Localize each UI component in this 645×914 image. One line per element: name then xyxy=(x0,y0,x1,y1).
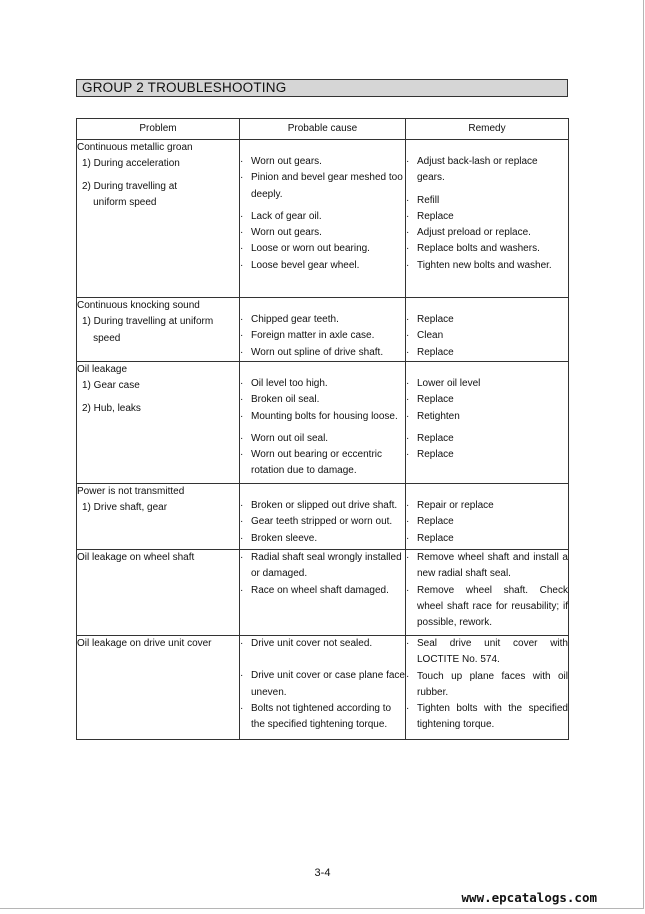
bullet: · xyxy=(406,243,410,255)
cause-text: Lack of gear oil. xyxy=(251,210,322,222)
problem-subcase: 1) During travelling at uniform speed xyxy=(82,316,214,344)
remedy-cell xyxy=(406,362,569,484)
cause-item xyxy=(240,376,405,392)
cause-item xyxy=(240,431,405,447)
bullet: · xyxy=(240,156,244,167)
problem-cell xyxy=(77,362,240,484)
problem-subcase: 2) Hub, leaks xyxy=(82,402,141,414)
table-row xyxy=(77,362,569,484)
cause-item xyxy=(240,550,405,583)
page-number: 3-4 xyxy=(314,867,331,879)
problem-subcase: 1) Drive shaft, gear xyxy=(82,502,168,514)
problem-subcase: 2) During travelling at uniform speed xyxy=(82,180,178,208)
cause-item xyxy=(240,531,405,547)
bullet: · xyxy=(240,449,244,461)
problem-title: Oil leakage on wheel shaft xyxy=(77,552,195,563)
remedy-text: Replace xyxy=(417,394,454,406)
remedy-cell xyxy=(406,484,569,550)
remedy-item xyxy=(406,258,568,274)
bullet: · xyxy=(240,702,244,714)
cause-cell xyxy=(240,140,406,298)
section-title: GROUP 2 TROUBLESHOOTING xyxy=(76,79,568,97)
remedy-text: Replace bolts and washers. xyxy=(417,243,540,255)
header-remedy: Remedy xyxy=(406,119,569,140)
bullet: · xyxy=(406,410,410,422)
remedy-text: Clean xyxy=(417,330,444,342)
remedy-item xyxy=(406,154,568,187)
cause-text: Foreign matter in axle case. xyxy=(251,330,375,342)
cause-text: Drive unit cover not sealed. xyxy=(251,638,373,649)
bullet: · xyxy=(406,259,410,271)
remedy-text: Replace xyxy=(417,516,454,528)
remedy-text: Adjust preload or replace. xyxy=(417,227,531,239)
remedy-text: Lower oil level xyxy=(417,378,481,389)
remedy-item xyxy=(406,241,568,257)
table-row xyxy=(77,298,569,362)
cause-item xyxy=(240,328,405,344)
bullet: · xyxy=(240,516,244,528)
problem-subcase: 1) Gear case xyxy=(82,380,140,392)
cause-text: Worn out bearing or eccentric rotation due to damage. xyxy=(251,449,382,477)
problem-title: Oil leakage xyxy=(77,364,128,375)
remedy-item xyxy=(406,498,568,514)
cause-text: Broken sleeve. xyxy=(251,532,318,544)
bullet: · xyxy=(240,410,244,422)
cause-cell xyxy=(240,484,406,550)
remedy-item xyxy=(406,447,568,463)
bullet: · xyxy=(406,516,410,528)
bullet: · xyxy=(406,330,410,342)
remedy-text: Replace xyxy=(417,432,454,444)
bullet: · xyxy=(240,210,244,222)
cause-item xyxy=(240,652,405,668)
bullet: · xyxy=(240,670,244,682)
remedy-item xyxy=(406,583,568,632)
remedy-text: Replace xyxy=(417,346,454,358)
bullet: · xyxy=(240,394,244,406)
bullet: · xyxy=(406,703,410,715)
bullet: · xyxy=(406,314,410,325)
cause-text: Broken or slipped out drive shaft. xyxy=(251,500,398,511)
remedy-text: Retighten xyxy=(417,410,460,422)
remedy-text: Replace xyxy=(417,314,454,325)
remedy-text: Remove wheel shaft. Check wheel shaft race for reusability; if possible, rework. xyxy=(417,584,568,629)
bullet: · xyxy=(406,378,410,389)
cause-text: Worn out gears. xyxy=(251,156,322,167)
bullet: · xyxy=(406,584,410,596)
cause-text: Mounting bolts for housing loose. xyxy=(251,410,398,422)
cause-text: Bolts not tightened according to the specified tightening torque. xyxy=(251,702,392,731)
bullet: · xyxy=(406,449,410,461)
troubleshooting-table xyxy=(76,118,569,740)
bullet: · xyxy=(406,194,410,206)
problem-cell xyxy=(77,140,240,298)
bullet: · xyxy=(240,227,244,239)
remedy-item xyxy=(406,669,568,702)
problem-title: Continuous metallic groan xyxy=(77,142,193,153)
remedy-cell xyxy=(406,298,569,362)
cause-item xyxy=(240,241,405,257)
remedy-text: Refill xyxy=(417,194,440,206)
table-row xyxy=(77,636,569,740)
remedy-cell xyxy=(406,140,569,298)
bullet: · xyxy=(406,156,410,167)
bullet: · xyxy=(406,210,410,222)
bullet: · xyxy=(240,259,244,271)
bullet: · xyxy=(406,394,410,406)
cause-text: Loose bevel gear wheel. xyxy=(251,259,360,271)
bullet: · xyxy=(240,638,244,649)
cause-item xyxy=(240,345,405,361)
cause-cell xyxy=(240,298,406,362)
bullet: · xyxy=(240,532,244,544)
cause-text: Loose or worn out bearing. xyxy=(251,243,370,255)
bullet: · xyxy=(240,172,244,184)
problem-title: Power is not transmitted xyxy=(77,486,185,497)
cause-item xyxy=(240,701,405,734)
cause-text: Worn out spline of drive shaft. xyxy=(251,346,384,358)
bullet: · xyxy=(406,532,410,544)
bullet: · xyxy=(406,500,410,511)
bullet: · xyxy=(406,638,410,649)
remedy-item xyxy=(406,193,568,209)
cause-item xyxy=(240,312,405,328)
remedy-item xyxy=(406,550,568,583)
cause-text: Broken oil seal. xyxy=(251,394,320,406)
remedy-text: Tighten new bolts and washer. xyxy=(417,259,552,271)
table-header-row xyxy=(77,119,569,140)
table-row xyxy=(77,550,569,636)
cause-text: Chipped gear teeth. xyxy=(251,314,339,325)
cause-text: Worn out gears. xyxy=(251,227,322,239)
header-problem: Problem xyxy=(77,119,240,140)
bullet: · xyxy=(240,243,244,255)
remedy-text: Adjust back-lash or replace gears. xyxy=(417,156,538,184)
remedy-text: Replace xyxy=(417,210,454,222)
bullet: · xyxy=(240,378,244,389)
bullet: · xyxy=(240,314,244,325)
bullet: · xyxy=(240,500,244,511)
cause-text: Drive unit cover or case plane face uneven. xyxy=(251,670,405,698)
cause-item xyxy=(240,209,405,225)
cause-item xyxy=(240,498,405,514)
cause-item xyxy=(240,170,405,203)
website-watermark: www.epcatalogs.com xyxy=(461,890,597,905)
remedy-item xyxy=(406,345,568,361)
remedy-item xyxy=(406,376,568,392)
problem-subcase: 1) During acceleration xyxy=(82,158,180,170)
problem-cell xyxy=(77,484,240,550)
bullet: · xyxy=(406,552,410,563)
cause-item xyxy=(240,514,405,530)
remedy-cell xyxy=(406,636,569,740)
problem-cell xyxy=(77,636,240,740)
bullet: · xyxy=(406,346,410,358)
problem-cell xyxy=(77,550,240,636)
remedy-item xyxy=(406,409,568,425)
cause-item xyxy=(240,154,405,170)
problem-title: Oil leakage on drive unit cover xyxy=(77,638,212,649)
remedy-text: Remove wheel shaft and install a new radial shaft seal. xyxy=(417,552,568,580)
bullet: · xyxy=(240,584,244,596)
remedy-text: Seal drive unit cover with LOCTITE No. 574. xyxy=(417,638,568,666)
bullet: · xyxy=(240,346,244,358)
table-row xyxy=(77,484,569,550)
remedy-item xyxy=(406,392,568,408)
header-probable-cause: Probable cause xyxy=(240,119,406,140)
bullet: · xyxy=(240,552,244,563)
remedy-item xyxy=(406,209,568,225)
bullet: · xyxy=(406,227,410,239)
cause-text: Pinion and bevel gear meshed too deeply. xyxy=(251,172,403,200)
cause-text: Worn out oil seal. xyxy=(251,432,329,444)
cause-item xyxy=(240,258,405,274)
cause-text: Race on wheel shaft damaged. xyxy=(251,584,389,596)
cause-cell xyxy=(240,362,406,484)
cause-text: Radial shaft seal wrongly installed or damaged. xyxy=(251,552,402,580)
cause-item xyxy=(240,583,405,599)
remedy-item xyxy=(406,225,568,241)
cause-cell xyxy=(240,550,406,636)
bullet: · xyxy=(240,432,244,444)
remedy-text: Tighten bolts with the specified tightening torque. xyxy=(417,703,568,731)
cause-item xyxy=(240,392,405,408)
cause-cell xyxy=(240,636,406,740)
cause-text: Gear teeth stripped or worn out. xyxy=(251,516,393,528)
problem-cell xyxy=(77,298,240,362)
cause-text: Oil level too high. xyxy=(251,378,328,389)
cause-item xyxy=(240,447,405,480)
remedy-item xyxy=(406,312,568,328)
table-row xyxy=(77,140,569,298)
remedy-item xyxy=(406,514,568,530)
remedy-text: Replace xyxy=(417,532,454,544)
problem-title: Continuous knocking sound xyxy=(77,300,200,311)
cause-item xyxy=(240,636,405,652)
cause-item xyxy=(240,409,405,425)
bullet: · xyxy=(406,432,410,444)
bullet: · xyxy=(406,670,410,682)
remedy-item xyxy=(406,701,568,734)
bullet: · xyxy=(240,330,244,342)
remedy-item xyxy=(406,636,568,669)
remedy-cell xyxy=(406,550,569,636)
cause-item xyxy=(240,668,405,701)
remedy-item xyxy=(406,431,568,447)
remedy-item xyxy=(406,328,568,344)
remedy-text: Touch up plane faces with oil rubber. xyxy=(417,670,568,698)
cause-item xyxy=(240,225,405,241)
remedy-item xyxy=(406,531,568,547)
remedy-text: Repair or replace xyxy=(417,500,494,511)
remedy-text: Replace xyxy=(417,449,454,461)
